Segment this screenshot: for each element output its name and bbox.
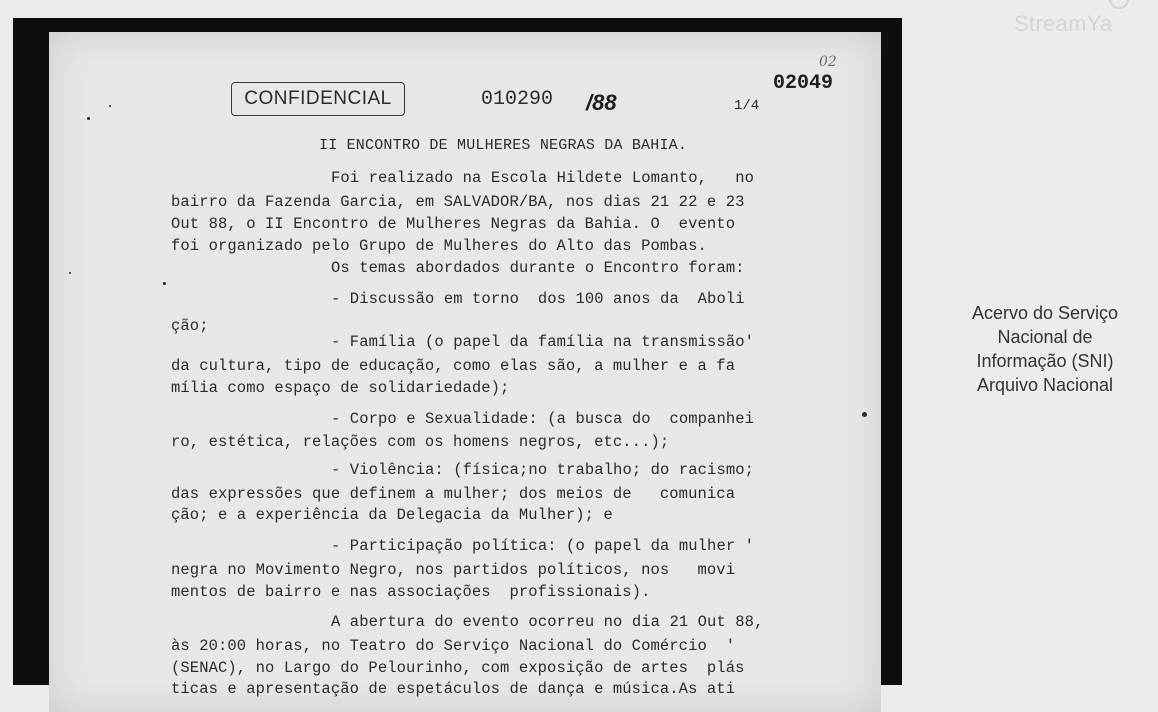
- body-line: foi organizado pelo Grupo de Mulheres do Alto das Pombas.: [171, 237, 707, 255]
- body-line: ção; e a experiência da Delegacia da Mulher); e: [171, 506, 613, 524]
- body-line: das expressões que definem a mulher; dos meios de comunica: [171, 485, 736, 503]
- archive-number: 02049: [773, 72, 834, 95]
- body-line: - Discussão em torno dos 100 anos da Aboli: [331, 290, 745, 308]
- body-line: - Participação política: (o papel da mulher ': [331, 537, 755, 555]
- body-line: da cultura, tipo de educação, como elas são, a mulher e a fa: [171, 357, 736, 375]
- body-line: (SENAC), no Largo do Pelourinho, com exposição de artes plás: [171, 659, 745, 677]
- scan-speck: [69, 272, 71, 274]
- body-line: - Violência: (física;no trabalho; do racismo;: [331, 461, 755, 479]
- streamyard-watermark: StreamYa: [1014, 11, 1113, 36]
- scan-speck: [163, 282, 166, 285]
- caption-line: Acervo do Serviço: [971, 303, 1119, 323]
- body-line: mentos de bairro e nas associações profissionais).: [171, 583, 651, 601]
- caption-line: Informação (SNI): [976, 351, 1114, 371]
- body-line: Os temas abordados durante o Encontro foram:: [331, 259, 745, 277]
- body-line: - Família (o papel da família na transmissão': [331, 333, 755, 351]
- document-page: [49, 32, 881, 712]
- body-line: A abertura do evento ocorreu no dia 21 Out 88,: [331, 613, 764, 631]
- body-line: negra no Movimento Negro, nos partidos políticos, nos movi: [171, 561, 736, 579]
- body-line: mília como espaço de solidariedade);: [171, 379, 510, 397]
- source-caption: [932, 301, 1158, 397]
- document-year-suffix: /88: [586, 90, 617, 115]
- streamyard-logo-icon: [1108, 0, 1130, 10]
- body-line: - Corpo e Sexualidade: (a busca do companhei: [331, 410, 755, 428]
- scan-speck: [109, 105, 111, 107]
- handwritten-page-number: 02: [819, 54, 837, 70]
- caption-line: Arquivo Nacional: [976, 375, 1114, 395]
- page-count: 1/4: [734, 98, 760, 114]
- body-line: ro, estética, relações com os homens negros, etc...);: [171, 433, 670, 451]
- body-line: bairro da Fazenda Garcia, em SALVADOR/BA, nos dias 21 22 e 23: [171, 193, 745, 211]
- caption-line: Nacional de: [997, 327, 1093, 347]
- document-number: 010290: [481, 88, 554, 111]
- body-line: ticas e apresentação de espetáculos de dança e música.As ati: [171, 680, 736, 698]
- confidential-stamp: CONFIDENCIAL: [231, 82, 405, 116]
- scan-speck: [87, 117, 90, 120]
- body-line: ção;: [171, 317, 209, 335]
- body-line: às 20:00 horas, no Teatro do Serviço Nacional do Comércio ': [171, 637, 736, 655]
- body-line: Foi realizado na Escola Hildete Lomanto, no: [331, 169, 755, 187]
- scan-speck: [862, 412, 867, 417]
- document-scan: [13, 18, 902, 698]
- document-heading: II ENCONTRO DE MULHERES NEGRAS DA BAHIA.: [319, 137, 688, 154]
- body-line: Out 88, o II Encontro de Mulheres Negras da Bahia. O evento: [171, 215, 736, 233]
